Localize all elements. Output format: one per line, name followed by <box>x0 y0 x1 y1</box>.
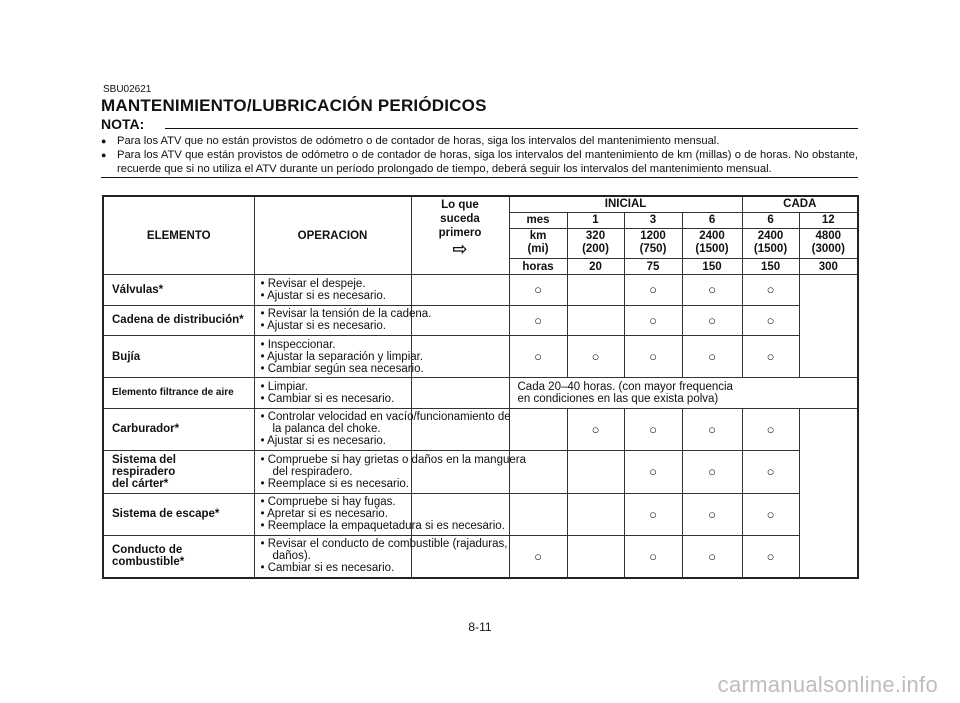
empty-cell <box>509 408 567 450</box>
element-name-line: respiradero <box>112 465 176 478</box>
element-name <box>103 493 254 535</box>
empty-cell <box>411 275 509 305</box>
element-name <box>103 335 254 377</box>
operation-cell <box>254 275 411 305</box>
header-km: km <box>529 230 547 243</box>
header-cada: CADA <box>742 196 858 212</box>
operation-cell <box>254 305 432 335</box>
operation-line: • Reemplace la empaquetadura si es necesario. <box>260 520 505 533</box>
check-circle-icon: ○ <box>509 335 567 377</box>
km-value: 4800 <box>815 230 842 243</box>
operation-line: • Limpiar. <box>260 381 308 393</box>
operation-line: • Compruebe si hay fugas. <box>260 496 396 509</box>
interval-km <box>742 228 799 258</box>
header-arrow-spacer <box>411 259 509 275</box>
check-circle-icon: ○ <box>742 535 799 578</box>
empty-cell <box>411 335 509 377</box>
empty-cell <box>509 493 567 535</box>
interval-horas: 150 <box>742 259 799 275</box>
element-name-line: del cárter* <box>112 477 169 490</box>
header-lo-que-line: Lo que <box>441 198 479 211</box>
header-primero-line: primero <box>438 226 482 239</box>
element-name <box>103 535 254 578</box>
table-row <box>103 335 858 377</box>
km-value: 2400 <box>757 230 784 243</box>
element-name-line: Válvulas* <box>112 283 164 296</box>
table-row <box>103 535 858 578</box>
operation-line: • Ajustar si es necesario. <box>260 289 386 302</box>
maintenance-table <box>102 195 859 579</box>
header-lo-que-suceda-primero <box>411 196 509 259</box>
header-elemento: ELEMENTO <box>103 196 254 275</box>
element-name-line: Elemento filtrance de aire <box>112 387 234 398</box>
operation-line: • Controlar velocidad en vacío/funcionamiento de <box>260 411 511 424</box>
operation-line: • Compruebe si hay grietas o daños en la manguera <box>260 453 526 466</box>
check-circle-icon: ○ <box>567 335 624 377</box>
interval-km <box>567 228 624 258</box>
header-km-mi <box>509 228 567 258</box>
notes-divider <box>101 177 858 178</box>
mi-value: (750) <box>639 243 667 256</box>
nota-divider <box>165 128 858 129</box>
operation-line: • Cambiar según sea necesario. <box>260 362 424 375</box>
operation-line: • Ajustar la separación y limpiar. <box>260 350 424 363</box>
operation-line: • Ajustar si es necesario. <box>260 320 386 333</box>
check-circle-icon: ○ <box>682 275 742 305</box>
check-circle-icon: ○ <box>682 493 742 535</box>
arrow-right-icon: ⇨ <box>452 238 468 259</box>
element-name <box>103 378 254 408</box>
interval-mes: 3 <box>624 212 682 228</box>
check-circle-icon: ○ <box>624 408 682 450</box>
empty-cell <box>567 275 624 305</box>
operation-cell <box>254 535 508 578</box>
check-circle-icon: ○ <box>624 335 682 377</box>
notes-list <box>101 134 858 176</box>
header-inicial: INICIAL <box>509 196 742 212</box>
element-name-line: combustible* <box>112 556 185 569</box>
element-name-line: Sistema del <box>112 453 176 466</box>
operation-line: • Revisar el conducto de combustible (rajaduras, <box>260 538 508 551</box>
table-row <box>103 408 858 450</box>
element-name <box>103 275 254 305</box>
check-circle-icon: ○ <box>624 275 682 305</box>
check-circle-icon: ○ <box>624 451 682 493</box>
interval-note-line: en condiciones en las que exista polva) <box>517 393 719 405</box>
mi-value: (200) <box>582 243 609 256</box>
operation-line: • Cambiar si es necesario. <box>260 393 395 405</box>
interval-mes: 12 <box>799 212 858 228</box>
check-circle-icon: ○ <box>624 535 682 578</box>
interval-km <box>624 228 682 258</box>
element-name-line: Cadena de distribución* <box>112 314 244 327</box>
table-row <box>103 451 858 493</box>
interval-km <box>682 228 742 258</box>
check-circle-icon: ○ <box>624 305 682 335</box>
operation-line: • Cambiar si es necesario. <box>260 562 395 575</box>
check-circle-icon: ○ <box>682 305 742 335</box>
empty-cell <box>567 493 624 535</box>
km-value: 1200 <box>640 230 666 243</box>
element-name <box>103 451 254 493</box>
header-mes: mes <box>509 212 567 228</box>
nota-heading <box>101 116 858 130</box>
operation-line: • Apretar si es necesario. <box>260 508 388 521</box>
check-circle-icon: ○ <box>742 408 799 450</box>
empty-cell <box>567 305 624 335</box>
interval-mes: 1 <box>567 212 624 228</box>
page-number: 8-11 <box>468 620 492 634</box>
empty-cell <box>567 451 624 493</box>
interval-horas: 20 <box>567 259 624 275</box>
check-circle-icon: ○ <box>682 451 742 493</box>
element-name-line: Carburador* <box>112 423 180 436</box>
operation-cell <box>254 378 411 408</box>
table-row <box>103 378 858 408</box>
watermark: carmanualsonline.info <box>717 672 938 697</box>
mi-value: (3000) <box>811 243 845 256</box>
check-circle-icon: ○ <box>742 305 799 335</box>
header-operacion: OPERACION <box>254 196 411 275</box>
check-circle-icon: ○ <box>624 493 682 535</box>
header-mi: (mi) <box>527 243 549 256</box>
element-name-line: Conducto de <box>112 544 183 557</box>
table-row <box>103 493 858 535</box>
check-circle-icon: ○ <box>682 408 742 450</box>
element-name <box>103 305 254 335</box>
operation-cell <box>254 335 424 377</box>
check-circle-icon: ○ <box>509 305 567 335</box>
header-suceda-line: suceda <box>440 212 480 225</box>
element-name-line: Bujía <box>112 350 141 363</box>
check-circle-icon: ○ <box>509 275 567 305</box>
interval-note <box>509 378 858 408</box>
element-name <box>103 408 254 450</box>
header-horas: horas <box>509 259 567 275</box>
empty-cell <box>411 378 509 408</box>
km-value: 320 <box>585 230 606 243</box>
operation-line: • Revisar la tensión de la cadena. <box>260 308 432 321</box>
check-circle-icon: ○ <box>682 535 742 578</box>
mi-value: (1500) <box>753 243 788 256</box>
section-code: SBU02621 <box>103 84 152 95</box>
check-circle-icon: ○ <box>742 275 799 305</box>
check-circle-icon: ○ <box>742 451 799 493</box>
page-title: MANTENIMIENTO/LUBRICACIÓN PERIÓDICOS <box>101 96 487 115</box>
table-row <box>103 275 858 305</box>
note-item: ● Para los ATV que están provistos de odómetro o de contador de horas, siga los intervalos del mantenimiento de km (millas) o de horas. No obstante, recuerde que si no utiliza el ATV durante un período prolongado de tiempo, deberá seguir los intervalos del mantenimiento mensual. <box>101 148 858 176</box>
operation-cell <box>254 493 505 535</box>
nota-label: NOTA: <box>101 116 145 132</box>
element-name-line: Sistema de escape* <box>112 508 220 521</box>
check-circle-icon: ○ <box>742 493 799 535</box>
operation-line: daños). <box>272 550 311 563</box>
interval-horas: 75 <box>624 259 682 275</box>
interval-horas: 300 <box>799 259 858 275</box>
operation-line: • Inspeccionar. <box>260 338 336 351</box>
check-circle-icon: ○ <box>567 408 624 450</box>
operation-line: • Ajustar si es necesario. <box>260 435 386 448</box>
operation-line: la palanca del choke. <box>272 423 381 436</box>
operation-line: del respiradero. <box>272 465 353 478</box>
operation-line: • Reemplace si es necesario. <box>260 477 409 490</box>
empty-cell <box>567 535 624 578</box>
mi-value: (1500) <box>695 243 729 256</box>
note-item: ● Para los ATV que no están provistos de odómetro o de contador de horas, siga los intervalos del mantenimiento mensual. <box>101 134 858 148</box>
check-circle-icon: ○ <box>509 535 567 578</box>
km-value: 2400 <box>699 230 725 243</box>
table-row <box>103 305 858 335</box>
interval-horas: 150 <box>682 259 742 275</box>
check-circle-icon: ○ <box>682 335 742 377</box>
interval-km <box>799 228 858 258</box>
operation-cell <box>254 408 511 450</box>
interval-mes: 6 <box>742 212 799 228</box>
interval-note-line: Cada 20–40 horas. (con mayor frequencia <box>517 381 733 393</box>
operation-cell <box>254 451 526 493</box>
check-circle-icon: ○ <box>742 335 799 377</box>
operation-line: • Revisar el despeje. <box>260 277 366 290</box>
interval-mes: 6 <box>682 212 742 228</box>
